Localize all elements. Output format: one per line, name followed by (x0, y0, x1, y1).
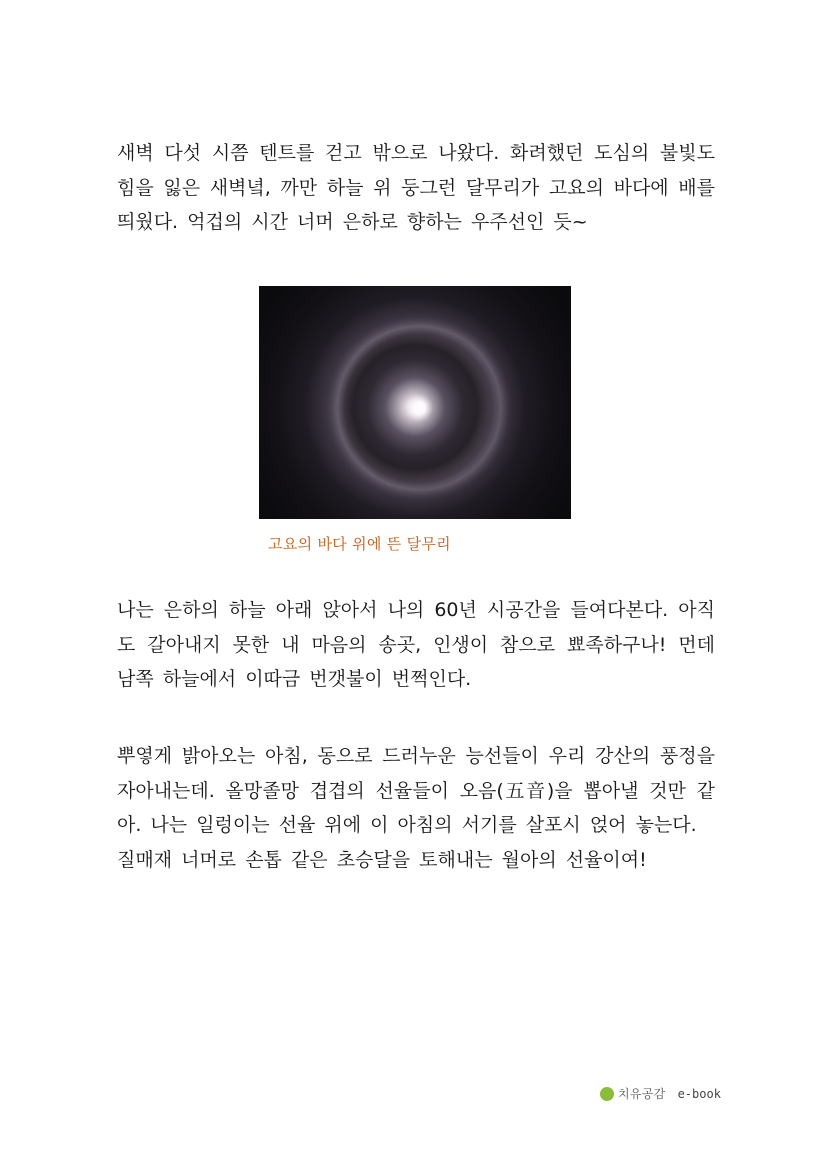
photo-caption: 고요의 바다 위에 뜬 달무리 (268, 535, 451, 553)
leaf-logo-icon (600, 1087, 614, 1101)
paragraph-2: 나는 은하의 하늘 아래 앉아서 나의 60년 시공간을 들여다본다. 아직도 갈아내지 못한 내 마음의 송곳, 인생이 참으로 뾰족하구나! 먼데 남쪽 하늘에서 이따금 번갯불이 번쩍인다. (117, 599, 715, 690)
footer-brand (600, 1085, 721, 1102)
paragraph-4: 질매재 너머로 손톱 같은 초승달을 토해내는 월아의 선율이여! (117, 848, 647, 871)
moon-halo-photo (259, 286, 571, 519)
moon-halo-illustration (259, 286, 571, 519)
paragraph-3: 뿌옇게 밝아오는 아침, 동으로 드러누운 능선들이 우리 강산의 풍정을 자아내는데. 올망졸망 겹겹의 선율들이 오음(五音)을 뽑아낼 것만 같아. 나는 일렁이는 선율 위에 이 아침의 서기를 살포시 얹어 놓는다. (117, 745, 715, 836)
footer-ebook-label: e-book (677, 1086, 721, 1101)
paragraph-1: 새벽 다섯 시쯤 텐트를 걷고 밖으로 나왔다. 화려했던 도심의 불빛도 힘을 잃은 새벽녘, 까만 하늘 위 둥그런 달무리가 고요의 바다에 배를 띄웠다. 억겁의 시간 너머 은하로 향하는 우주선인 듯~ (117, 142, 715, 233)
paragraph-group (117, 739, 715, 877)
footer-brand-name: 치유공감 (618, 1087, 666, 1101)
moon (405, 394, 433, 422)
